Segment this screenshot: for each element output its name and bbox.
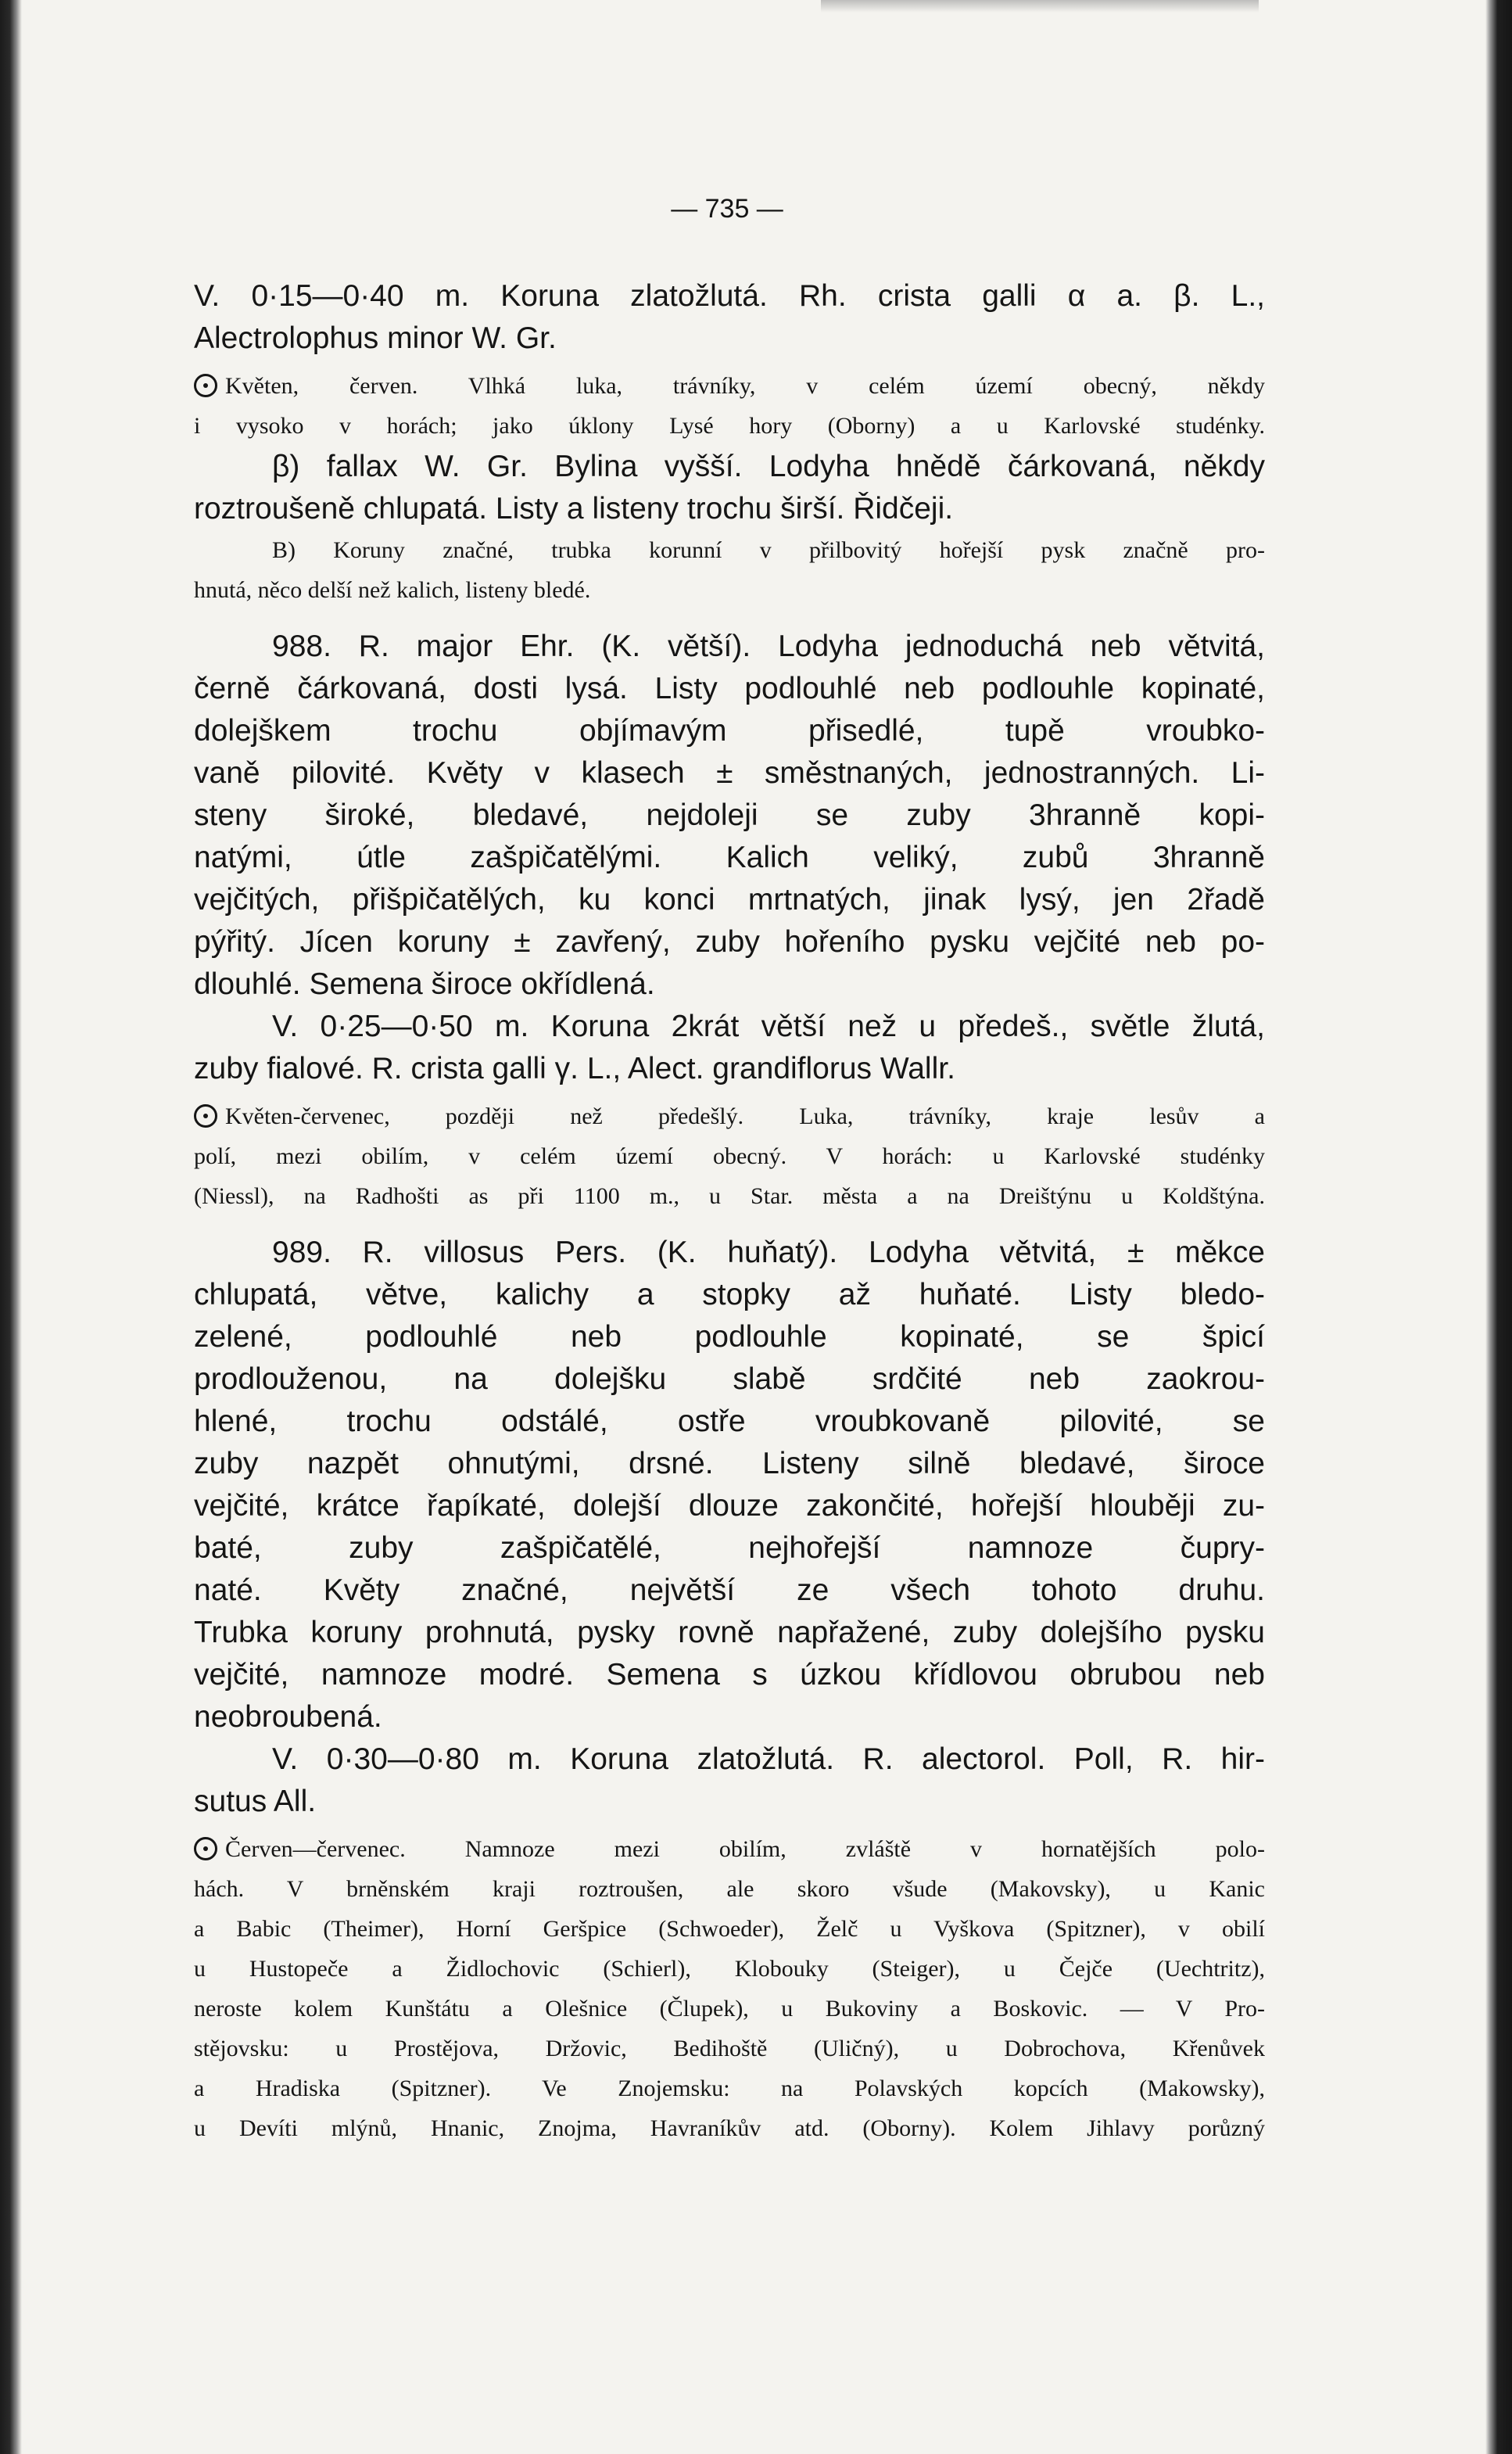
right-scan-edge	[1485, 0, 1512, 2454]
line-text: V. 0·25—0·50 m. Koruna 2krát větší než u předeš., světle žlutá,	[272, 1010, 1265, 1043]
line-text: neroste kolem Kunštátu a Olešnice (Člupek), u Bukoviny a Boskovic. — V Pro-	[194, 1996, 1265, 2022]
paragraph-gap	[194, 610, 1265, 626]
small-text-line	[194, 366, 1265, 406]
text-line	[194, 710, 1265, 752]
line-text: prodlouženou, na dolejšku slabě srdčité neb zaokrou-	[194, 1362, 1265, 1396]
line-text: dlouhlé. Semena široce okřídlená.	[194, 967, 655, 1001]
line-text: β) fallax W. Gr. Bylina vyšší. Lodyha hnědě čárkovaná, někdy	[272, 450, 1265, 483]
text-line	[194, 1006, 1265, 1048]
line-text: a Babic (Theimer), Horní Geršpice (Schwoeder), Želč u Vyškova (Spitzner), v obilí	[194, 1916, 1265, 1942]
paragraph-gap	[194, 1823, 1265, 1829]
line-text: baté, zuby zašpičatělé, nejhořejší namnoze čupry-	[194, 1531, 1265, 1565]
text-line	[194, 1232, 1265, 1274]
line-text: roztroušeně chlupatá. Listy a listeny trochu širší. Řidčeji.	[194, 492, 954, 526]
annual-plant-icon	[194, 374, 217, 397]
text-line	[194, 879, 1265, 921]
line-text: Květen-červenec, později než předešlý. Luka, trávníky, kraje lesův a	[225, 1103, 1265, 1129]
small-text-line	[194, 1829, 1265, 1869]
text-line	[194, 1781, 1265, 1823]
paragraph-gap	[194, 1216, 1265, 1232]
line-text: natými, útle zašpičatělými. Kalich veliký, zubů 3hranně	[194, 841, 1265, 874]
small-text-line	[194, 1096, 1265, 1136]
body-text	[194, 275, 1265, 2148]
small-text-line	[194, 530, 1265, 570]
text-line	[194, 488, 1265, 530]
small-text-line	[194, 1989, 1265, 2029]
line-text: a Hradiska (Spitzner). Ve Znojemsku: na Polavských kopcích (Makowsky),	[194, 2075, 1265, 2101]
line-text: 988. R. major Ehr. (K. větší). Lodyha jednoduchá neb větvitá,	[272, 630, 1265, 663]
small-text-line	[194, 2068, 1265, 2108]
small-text-line	[194, 2029, 1265, 2068]
line-text: hách. V brněnském kraji roztroušen, ale skoro všude (Makovsky), u Kanic	[194, 1876, 1265, 1902]
line-text: i vysoko v horách; jako úklony Lysé hory (Oborny) a u Karlovské studénky.	[194, 413, 1265, 439]
line-text: Květen, červen. Vlhká luka, trávníky, v celém území obecný, někdy	[225, 373, 1265, 399]
text-line	[194, 1738, 1265, 1781]
line-text: polí, mezi obilím, v celém území obecný. V horách: u Karlovské studénky	[194, 1143, 1265, 1169]
line-text: 989. R. villosus Pers. (K. huňatý). Lodyha větvitá, ± měkce	[272, 1236, 1265, 1269]
small-text-line	[194, 570, 1265, 610]
line-text: vejčité, krátce řapíkaté, dolejší dlouze zakončité, hořejší hlouběji zu-	[194, 1489, 1265, 1523]
text-line	[194, 963, 1265, 1006]
line-text: u Devíti mlýnů, Hnanic, Znojma, Havraníkův atd. (Oborny). Kolem Jihlavy porůzný	[194, 2115, 1265, 2141]
annual-plant-icon	[194, 1104, 217, 1128]
text-line	[194, 1654, 1265, 1696]
text-line	[194, 1048, 1265, 1090]
line-text: zuby nazpět ohnutými, drsné. Listeny silně bledavé, široce	[194, 1447, 1265, 1480]
line-text: neobroubená.	[194, 1700, 382, 1734]
text-line	[194, 795, 1265, 837]
text-line	[194, 1274, 1265, 1316]
line-text: B) Koruny značné, trubka korunní v přilbovitý hořejší pysk značně pro-	[272, 537, 1265, 563]
text-line	[194, 626, 1265, 668]
line-text: u Hustopeče a Židlochovic (Schierl), Klobouky (Steiger), u Čejče (Uechtritz),	[194, 1956, 1265, 1982]
top-scan-noise	[821, 0, 1259, 13]
small-text-line	[194, 1909, 1265, 1949]
line-text: černě čárkovaná, dosti lysá. Listy podlouhlé neb podlouhle kopinaté,	[194, 672, 1265, 705]
small-text-line	[194, 1176, 1265, 1216]
small-text-line	[194, 1949, 1265, 1989]
line-text: naté. Květy značné, největší ze všech tohoto druhu.	[194, 1573, 1265, 1607]
line-text: vejčitých, přišpičatělých, ku konci mrtnatých, jinak lysý, jen 2řadě	[194, 883, 1265, 917]
annual-plant-icon	[194, 1837, 217, 1860]
text-line	[194, 275, 1265, 318]
line-text: V. 0·30—0·80 m. Koruna zlatožlutá. R. alectorol. Poll, R. hir-	[272, 1742, 1265, 1776]
small-text-line	[194, 406, 1265, 446]
line-text: steny široké, bledavé, nejdoleji se zuby 3hranně kopi-	[194, 798, 1265, 832]
line-text: Alectrolophus minor W. Gr.	[194, 321, 557, 355]
line-text: hlené, trochu odstálé, ostře vroubkovaně pilovité, se	[194, 1405, 1265, 1438]
text-line	[194, 837, 1265, 879]
paragraph-gap	[194, 1090, 1265, 1096]
line-text: hnutá, něco delší než kalich, listeny bledé.	[194, 577, 591, 603]
small-text-line	[194, 1869, 1265, 1909]
text-line	[194, 752, 1265, 795]
line-text: Trubka koruny prohnutá, pysky rovně napřažené, zuby dolejšího pysku	[194, 1616, 1265, 1649]
text-line	[194, 1401, 1265, 1443]
text-line	[194, 1696, 1265, 1738]
line-text: pýřitý. Jícen koruny ± zavřený, zuby hořeního pysku vejčité neb po-	[194, 925, 1265, 959]
line-text: dolejškem trochu objímavým přisedlé, tupě vroubko-	[194, 714, 1265, 748]
line-text: stějovsku: u Prostějova, Držovic, Bedihoště (Uličný), u Dobrochova, Křenůvek	[194, 2036, 1265, 2061]
left-scan-edge	[0, 0, 22, 2454]
line-text: zelené, podlouhlé neb podlouhle kopinaté, se špicí	[194, 1320, 1265, 1354]
text-line	[194, 1612, 1265, 1654]
text-line	[194, 1485, 1265, 1527]
line-text: chlupatá, větve, kalichy a stopky až huňaté. Listy bledo-	[194, 1278, 1265, 1311]
text-line	[194, 1570, 1265, 1612]
page-number: — 735 —	[671, 194, 783, 224]
line-text: zuby fialové. R. crista galli γ. L., Alect. grandiflorus Wallr.	[194, 1052, 955, 1085]
text-line	[194, 1316, 1265, 1358]
text-line	[194, 1527, 1265, 1570]
text-line	[194, 318, 1265, 360]
paragraph-gap	[194, 360, 1265, 366]
line-text: Červen—červenec. Namnoze mezi obilím, zvláště v hornatějších polo-	[225, 1836, 1265, 1862]
text-line	[194, 1358, 1265, 1401]
text-line	[194, 921, 1265, 963]
line-text: vaně pilovité. Květy v klasech ± směstnaných, jednostranných. Li-	[194, 756, 1265, 790]
text-line	[194, 446, 1265, 488]
line-text: vejčité, namnoze modré. Semena s úzkou křídlovou obrubou neb	[194, 1658, 1265, 1692]
small-text-line	[194, 2108, 1265, 2148]
line-text: (Niessl), na Radhošti as při 1100 m., u Star. města a na Dreištýnu u Koldštýna.	[194, 1183, 1265, 1209]
line-text: sutus All.	[194, 1785, 317, 1818]
line-text: V. 0·15—0·40 m. Koruna zlatožlutá. Rh. crista galli α a. β. L.,	[194, 279, 1265, 313]
text-line	[194, 668, 1265, 710]
text-line	[194, 1443, 1265, 1485]
small-text-line	[194, 1136, 1265, 1176]
